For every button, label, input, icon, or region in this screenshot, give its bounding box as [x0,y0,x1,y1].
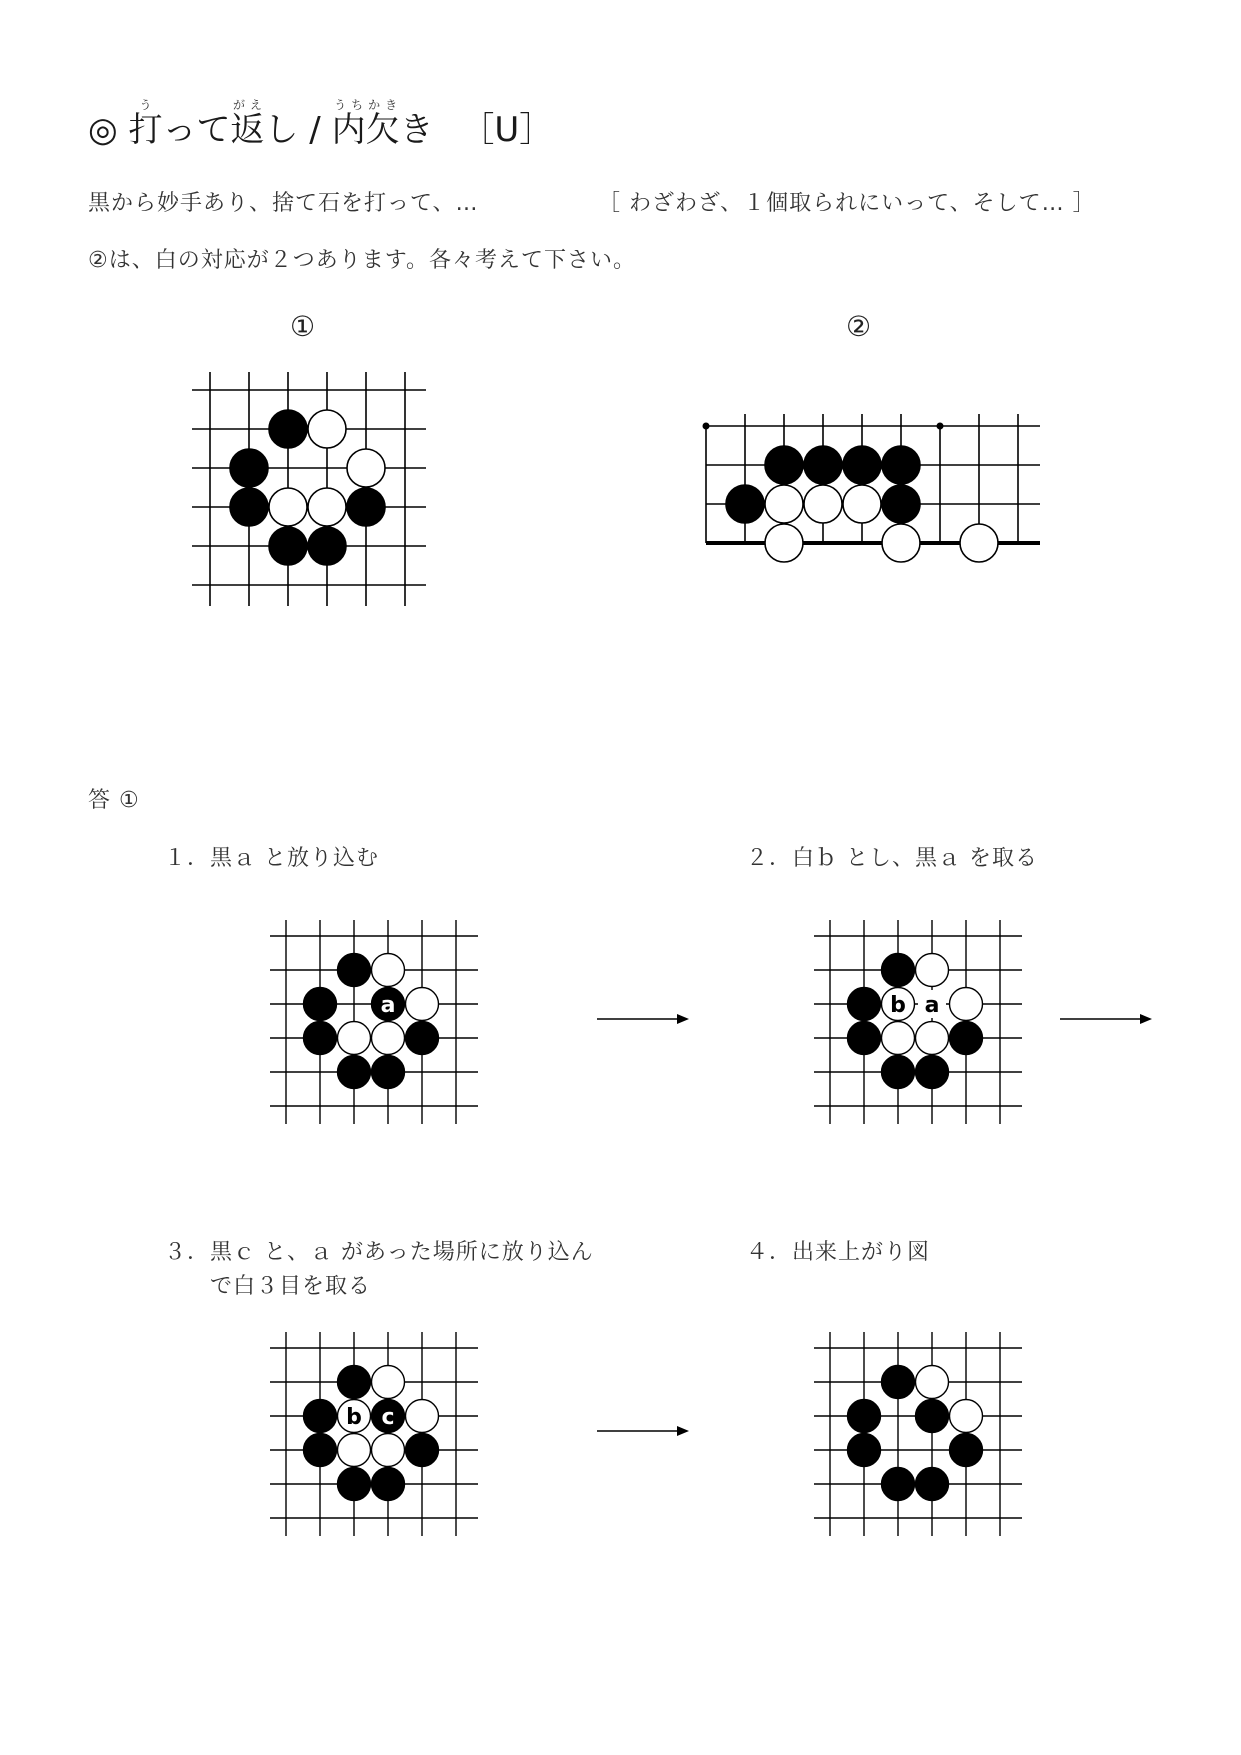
black-stone [338,1056,371,1089]
answer-heading: 答 ① [88,788,140,813]
stone-label-b: b [890,993,906,1018]
black-stone [882,1468,915,1501]
title-tag: ［U］ [460,110,554,150]
black-stone [882,1366,915,1399]
black-stone [304,1400,337,1433]
white-stone [882,524,920,562]
arrow-step-3-to-4 [595,1424,695,1438]
black-stone [916,1468,949,1501]
black-stone [338,954,371,987]
black-stone [347,488,385,526]
black-stone [406,1434,439,1467]
problem-1-board [190,370,430,610]
white-stone [882,1022,915,1055]
white-stone [338,1022,371,1055]
white-stone [804,485,842,523]
black-stone [882,446,920,484]
white-stone [916,954,949,987]
black-stone [269,410,307,448]
black-stone [726,485,764,523]
black-stone [882,485,920,523]
stone-label-b: b [346,1405,362,1430]
white-stone [372,1366,405,1399]
white-stone [308,488,346,526]
black-stone [304,1434,337,1467]
answer-board-2 [812,918,1024,1130]
white-stone [338,1434,371,1467]
title-ruby-1: 打う [128,98,163,150]
black-stone [406,1022,439,1055]
step-1-label: １．黒ａ と放り込む [164,846,379,871]
step-4-label: ４．出来上がり図 [746,1240,931,1265]
black-stone [848,1434,881,1467]
step-2-label: ２．白ｂ とし、黒ａ を取る [746,846,1038,871]
intro-hint: ［ わざわざ、１個取られにいって、そして… ］ [598,191,1096,216]
black-stone [804,446,842,484]
white-stone [765,485,803,523]
black-stone [230,449,268,487]
black-stone [338,1366,371,1399]
stone-label-a: a [380,993,396,1018]
problem-1-label: ① [290,310,316,343]
intro-line-1: 黒から妙手あり、捨て石を打って、… [88,191,479,216]
white-stone [916,1366,949,1399]
problem-2-label: ② [846,310,872,343]
white-stone [843,485,881,523]
black-stone [882,1056,915,1089]
black-stone [843,446,881,484]
black-stone [372,1468,405,1501]
title-slash: / [309,110,321,150]
stone-label-c: c [381,1405,395,1430]
black-stone [765,446,803,484]
black-stone [848,988,881,1021]
intro-line-2: ②は、白の対応が２つあります。各々考えて下さい。 [88,248,636,273]
black-stone [230,488,268,526]
black-stone [916,1056,949,1089]
title-text-4: し [264,110,299,150]
title-mark: ◎ [88,110,118,150]
answer-board-1 [268,918,480,1130]
white-stone [765,524,803,562]
black-stone [848,1022,881,1055]
answer-board-3 [268,1330,480,1542]
white-stone [406,1400,439,1433]
black-stone [304,988,337,1021]
step-3-label-line-2: で白３目を取る [210,1274,372,1299]
white-stone [372,1434,405,1467]
white-stone [916,1022,949,1055]
black-stone [372,1056,405,1089]
page-title [88,98,553,151]
answer-board-4 [812,1330,1024,1542]
star-point [703,423,710,430]
white-stone [950,1400,983,1433]
white-stone [372,1022,405,1055]
white-stone [372,954,405,987]
arrow-step-2-to-3 [1058,1012,1158,1026]
arrow-step-1-to-2 [595,1012,695,1026]
title-text-2: って [162,110,231,150]
black-stone [950,1022,983,1055]
white-stone [308,410,346,448]
star-point [937,423,944,430]
black-stone [882,954,915,987]
white-stone [406,988,439,1021]
step-3-label-line-1: ３．黒ｃ と、ａ があった場所に放り込ん [164,1240,594,1265]
black-stone [848,1400,881,1433]
black-stone [950,1434,983,1467]
white-stone [960,524,998,562]
white-stone [347,449,385,487]
white-stone [269,488,307,526]
black-stone [269,527,307,565]
title-ruby-2: 返がえ [230,98,265,150]
black-stone [916,1400,949,1433]
title-ruby-3: 内欠うちかき [331,98,400,150]
point-label-a: a [924,993,940,1018]
problem-2-board [688,408,1048,568]
black-stone [338,1468,371,1501]
black-stone [304,1022,337,1055]
black-stone [308,527,346,565]
white-stone [950,988,983,1021]
title-text-6: き [399,110,434,150]
